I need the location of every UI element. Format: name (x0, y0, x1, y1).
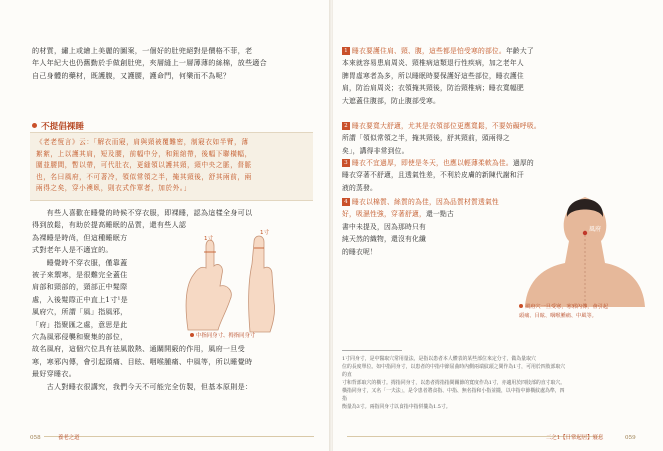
hand-measurement-illustration (176, 222, 304, 340)
classical-quote: 《老老恆言》云：「解衣而寢，肩與頸被覆難密，制寢衣如半臂，薄 絮絮，上以護其肩，短及腰，前幅中分，和鈕綰帶，後幅下聯橫幅， 圍並腰間，暫以帶，可代肚衣，更縫領以護其頸，頸中央之脈，督脈 也，名曰風府，不可著冷，領似常領之半，掩其頸後，舒其兩前，兩 兩得之矣，穿小襖臥，則衣式作單者，加於外。」 (36, 138, 252, 193)
running-head: 養老之道 (58, 435, 80, 441)
tip-highlight: 睡衣要寬大舒適，尤其是衣領部位更應寬鬆，不要妨礙呼吸。 (352, 122, 541, 130)
tip-number: 2 (342, 122, 350, 130)
right-page (333, 0, 663, 451)
fengfu-point-icon (583, 231, 587, 235)
classical-quote-box (30, 132, 313, 201)
tip-highlight: 睡衣以棉質、絲質的為佳，因為品質材質透氣性好，吸濕性強，穿著舒適， (342, 198, 499, 219)
tip-4 (342, 196, 510, 258)
tip-highlight: 睡衣不宜過厚，即使是冬天，也應以輕薄柔軟為佳。 (352, 159, 513, 167)
footnote-rule (342, 350, 402, 351)
section-title-text: 不提倡裸睡 (41, 122, 84, 132)
tip-1 (342, 45, 547, 107)
caption-dot-icon (519, 304, 523, 308)
tip-text: 年齡大了 本來就容易患肩周炎、頸椎病這類退行性疾病，加之老年人 脾胃虛寒者為多，所以睡眠時要保護好這些部位，睡衣護住 肩，防治肩周炎；衣領掩其頸後，防治頸椎病；睡衣寬幅肥 大遮蓋住腹部，防止腹部受寒。 (342, 47, 534, 105)
neck-back-illustration (515, 187, 655, 307)
back-point-label: 風府 (589, 226, 602, 233)
back-caption-text: 風府穴一旦受寒，寒邪內傳，會引起 頭痛、目眩、咽喉腫痛、中風等。 (519, 304, 609, 319)
footnote: 1寸同身寸，是中醫取穴常用量法，是指以患者本人體表的某些部位來定分寸，做為量取穴 位的長度單位。如中指同身寸，以患者的中指中節屈曲時內側兩端紋頭之間作為1寸，可用於四肢部取穴的直 寸和背部取穴的橫寸。拇指同身寸，以患者拇指指間關節的寬度作為1寸，亦適用於四肢部的直寸取穴。 橫指同身寸，又名「一夫法」，是令患者將食指、中指、無名指和小指並攏，以中指中節橫紋處為準，四指 衡量為3寸。兩指同身寸以食指中指併攏為1.5寸。 (342, 356, 566, 410)
tip-2 (342, 120, 547, 157)
tip-highlight: 睡衣要護住肩、頸、腹，這些都是怕受寒的部位。 (352, 47, 506, 55)
bullet-dot-icon (32, 123, 37, 128)
footer-rule (44, 436, 314, 437)
running-head: 二之1【日常起居】寢息 (546, 435, 604, 441)
hand-label-1: 1寸 (204, 236, 213, 242)
hand-caption-text: 中指同身寸、拇指同身寸 (196, 333, 256, 339)
main-paragraph: 有些人喜歡在睡覺的時候不穿衣服，即裸睡，認為這樣全身可以 得到放鬆，有助於提高睡眠的品質，還有些人認 為裸睡是時尚，但這種睡眠方 式對老年人是不適宜的。 睡覺時不穿衣服，僅靠蓋 被子來禦寒，是很難完全蓋住 肩部和頸部的，頸部正中髮際 處，入後髮際正中直上1寸¹是 風府穴，所謂「風」指風邪， 「府」指聚匯之處，意思是此 穴為風邪侵襲和聚集的部位， 故名風府，這個穴位具有祛風散熱、通關開竅的作用，風府一旦受 寒，寒邪內傳，會引起頭痛、目眩、咽喉腫痛、中風等，所以睡覺時 最好穿睡衣。 古人對睡衣很講究，我們今天不可能完全仿製，但基本原則是： (32, 208, 253, 391)
page-number: 058 (30, 435, 41, 441)
page-number: 059 (625, 435, 636, 441)
tip-text: 還一點古 書中未提及，因為那時只有 純天然的織物，還沒有化纖 的睡衣呢！ (342, 210, 454, 256)
section-title (32, 120, 84, 132)
left-page (0, 0, 330, 451)
tip-number: 1 (342, 47, 350, 55)
hand-caption (190, 331, 255, 339)
tip-text: 過厚的 睡衣穿著不舒適，且透氣性差，不利於皮膚的新陳代謝和汗 液的蒸發。 (342, 159, 534, 192)
tip-text: 所謂「領似常領之半，掩其頸後，舒其頸前，頭兩得之 矣」，講得非常到位。 (342, 134, 510, 155)
tip-number: 4 (342, 198, 350, 206)
tip-number: 3 (342, 159, 350, 167)
hand-label-2: 1寸 (260, 230, 269, 236)
back-caption (519, 295, 631, 320)
caption-dot-icon (190, 333, 194, 337)
intro-paragraph: 的材質，繡上或繪上美麗的圖案，一個好的肚兜絕對是價格不菲，老 年人年紀大也仍舊勤於手做創肚兜，夾層縫上一層薄薄的絲棉，放些適合 自己身體的藥材，既護腹，又護腰，護命門，何樂而不為呢？ (32, 46, 267, 80)
